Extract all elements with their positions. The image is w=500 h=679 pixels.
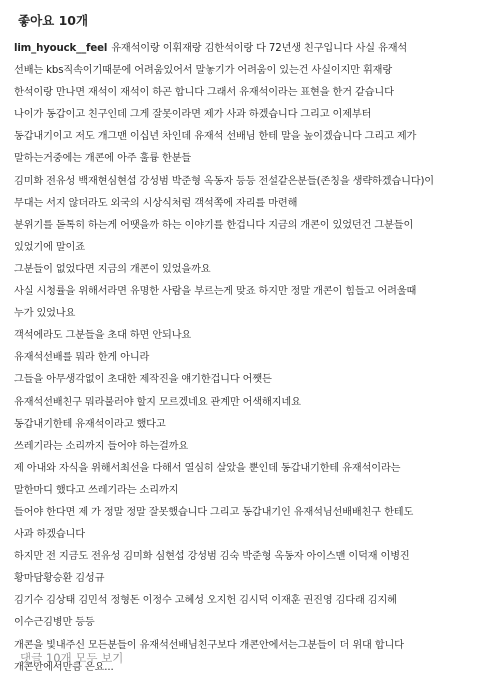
- caption-line: 유재석선배친구 뭐라불러야 할지 모르겠네요 관계만 어색해지네요: [14, 396, 301, 408]
- caption-line: 한석이랑 만나면 재석이 재석이 하곤 합니다 그래서 유재석이라는 표현을 한거 같습니다: [14, 87, 394, 99]
- caption-line: 유재석선배를 뭐라 한게 아니라: [14, 352, 150, 364]
- caption-line: 객석에라도 그분들을 초대 하면 안되나요: [14, 330, 192, 342]
- caption-text: 유재석이랑 이휘재랑 김한석이랑 다 72년생 친구입니다 사실 유재석: [111, 43, 408, 54]
- caption-line: 쓰레기라는 소리까지 들어야 하는걸까요: [14, 440, 189, 452]
- caption-line: 개콘을 빛내주신 모든분들이 유재석선배님친구보다 개콘안에서는그분들이 더 위대 합니다: [14, 639, 404, 651]
- caption-line: [14, 38, 488, 60]
- caption-line: 동갑내기이고 저도 개그맨 이십년 차인데 유재석 선배님 한테 말을 높이겠습니다 그리고 제가: [14, 131, 417, 143]
- caption-line: 누가 있었나요: [14, 308, 76, 320]
- caption-line: 사과 하겠습니다: [14, 529, 85, 541]
- caption-line: 이수근김병만 등등: [14, 617, 95, 629]
- caption-line: 나이가 동갑이고 친구인데 그게 잘못이라면 제가 사과 하겠습니다 그리고 이제부터: [14, 109, 372, 121]
- caption-line: 하지만 전 지금도 전유성 김미화 심현섭 강성범 김숙 박준형 옥동자 아이스맨 이덕재 이병진: [14, 551, 410, 563]
- caption-line: 무대는 서지 않더라도 외국의 시상식처럼 객석쪽에 자리를 마련해: [14, 197, 298, 209]
- caption-line: 있었기에 말이죠: [14, 241, 85, 253]
- username-link[interactable]: lim_hyouck__feel: [14, 43, 108, 54]
- post-caption: [14, 38, 488, 679]
- caption-line: 김기수 김상태 김민석 정형돈 이정수 고혜성 오지헌 김시덕 이재훈 권진영 김다래 김지혜: [14, 595, 397, 607]
- caption-line: 그들을 아무생각없이 초대한 제작진을 얘기한겁니다 어쨋든: [14, 374, 272, 386]
- caption-line: 동갑내기한테 유재석이라고 했다고: [14, 418, 166, 430]
- caption-line: 황마담황승환 김성규: [14, 573, 105, 585]
- caption-line: 선배는 kbs직속이기때문에 어려움있어서 말놓기가 어려움이 있는건 사실이지만 휘재랑: [14, 65, 393, 77]
- caption-line: 분위기를 돋톡히 하는게 어땟을까 하는 이야기를 한겁니다 지금의 개콘이 있었던건 그분들이: [14, 219, 414, 231]
- caption-line: 그분들이 없었다면 지금의 개콘이 있었을까요: [14, 263, 211, 275]
- likes-count[interactable]: 좋아요 10개: [18, 13, 89, 28]
- caption-line: 말하는거중에는 개콘에 아주 훌륭 한분들: [14, 153, 192, 165]
- caption-line: 제 아내와 자식을 위해서최선을 다해서 열심히 살았을 뿐인데 동갑내기한테 유재석이라는: [14, 462, 401, 474]
- caption-line: 사실 시청률을 위해서라면 유명한 사람을 부르는게 맞죠 하지만 정말 개콘이 힘들고 어려울때: [14, 286, 417, 298]
- caption-line: 말한마디 했다고 쓰레기라는 소리까지: [14, 484, 179, 496]
- caption-line: 김미화 전유성 백재현심현섭 강성범 박준형 옥동자 등등 전설같은분들(존칭을 생략하겠습니다)이: [14, 175, 434, 187]
- caption-line: 개콘안에서만큼 은요...: [14, 661, 114, 673]
- view-all-comments-link[interactable]: 댓글 10개 모두 보기: [20, 651, 124, 665]
- caption-line: 들어야 한다면 제 가 정말 정말 잘못했습니다 그리고 동갑내기인 유재석님선배배친구 한테도: [14, 506, 414, 518]
